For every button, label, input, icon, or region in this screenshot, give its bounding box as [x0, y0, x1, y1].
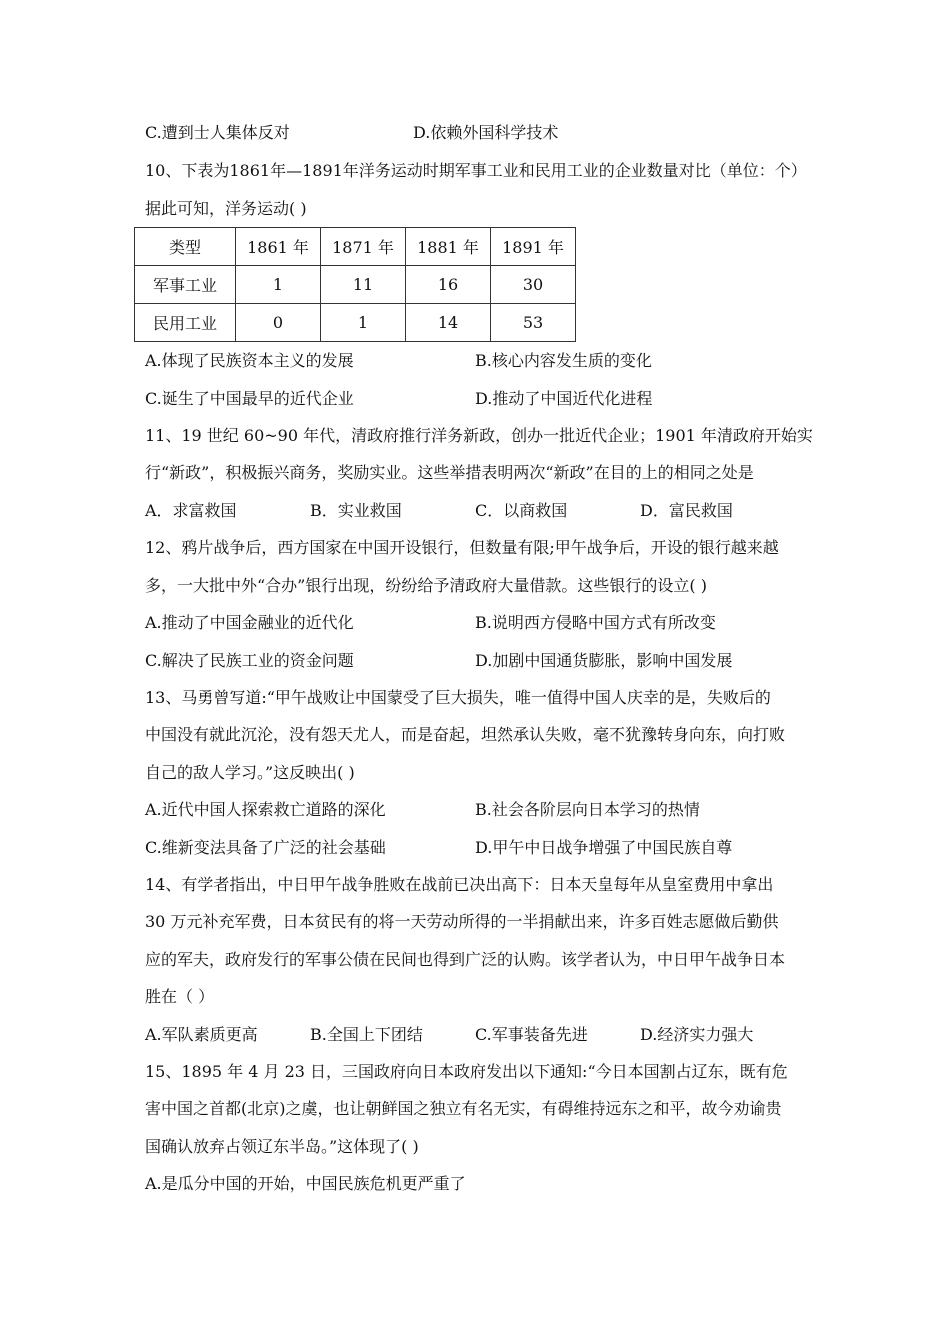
table-cell: 16: [406, 266, 491, 304]
q11-option-a: A．求富救国: [145, 501, 237, 520]
q13-stem-line-2: 中国没有就此沉沦，没有怨天尤人，而是奋起，坦然承认失败，毫不犹豫转身向东，向打败: [145, 725, 786, 744]
q15-stem-line-3: 国确认放弃占领辽东半岛。”这体现了( ): [145, 1137, 419, 1156]
q12-option-d: D.加剧中国通货膨胀，影响中国发展: [475, 651, 733, 670]
table-cell: 53: [491, 304, 576, 342]
q15-stem-line-2: 害中国之首都(北京)之虞，也让朝鲜国之独立有名无实，有碍维持远东之和平，故今劝谕贵: [145, 1099, 782, 1118]
table-header-cell: 1891 年: [491, 228, 576, 266]
q10-data-table: [134, 227, 576, 342]
q14-stem-line-1: 14、有学者指出，中日甲午战争胜败在战前已决出高下：日本天皇每年从皇室费用中拿出: [145, 875, 774, 894]
table-cell: 1: [236, 266, 321, 304]
q13-option-b: B.社会各阶层向日本学习的热情: [475, 800, 700, 819]
q12-option-b: B.说明西方侵略中国方式有所改变: [475, 613, 716, 632]
q10-option-a: A.体现了民族资本主义的发展: [145, 351, 354, 370]
q13-stem-line-3: 自己的敌人学习。”这反映出( ): [145, 763, 355, 782]
table-cell: 民用工业: [135, 304, 236, 342]
q10-option-c: C.诞生了中国最早的近代企业: [145, 389, 354, 408]
q13-option-c: C.维新变法具备了广泛的社会基础: [145, 838, 386, 857]
q14-option-c: C.军事装备先进: [475, 1025, 588, 1044]
table-header-cell: 1861 年: [236, 228, 321, 266]
q9-option-d: D.依赖外国科学技术: [413, 123, 559, 142]
table-cell: 30: [491, 266, 576, 304]
q11-option-c: C．以商救国: [475, 501, 568, 520]
table-cell: 军事工业: [135, 266, 236, 304]
table-row: [135, 266, 576, 304]
table-header-cell: 1881 年: [406, 228, 491, 266]
q14-option-d: D.经济实力强大: [640, 1025, 754, 1044]
q11-option-d: D．富民救国: [640, 501, 733, 520]
q11-stem-line-1: 11、19 世纪 60~90 年代，清政府推行洋务新政，创办一批近代企业；1901 年清政府开始实: [145, 426, 813, 445]
q10-option-b: B.核心内容发生质的变化: [475, 351, 652, 370]
table-cell: 14: [406, 304, 491, 342]
q9-option-c: C.遭到士人集体反对: [145, 123, 290, 142]
q14-stem-line-4: 胜在（ ）: [145, 987, 215, 1006]
q13-option-a: A.近代中国人探索救亡道路的深化: [145, 800, 386, 819]
q14-option-a: A.军队素质更高: [145, 1025, 258, 1044]
table-header-cell: 类型: [135, 228, 236, 266]
q12-stem-line-2: 多，一大批中外“合办”银行出现，纷纷给予清政府大量借款。这些银行的设立( ): [145, 576, 707, 595]
table-header-row: [135, 228, 576, 266]
q13-option-d: D.甲午中日战争增强了中国民族自尊: [475, 838, 733, 857]
q10-stem-line-2: 据此可知，洋务运动( ): [145, 199, 307, 218]
table-cell: 0: [236, 304, 321, 342]
q14-option-b: B.全国上下团结: [310, 1025, 423, 1044]
table-row: [135, 304, 576, 342]
q12-option-c: C.解决了民族工业的资金问题: [145, 651, 354, 670]
q11-stem-line-2: 行“新政”，积极振兴商务，奖励实业。这些举措表明两次“新政”在目的上的相同之处是: [145, 463, 754, 482]
q13-stem-line-1: 13、马勇曾写道:“甲午战败让中国蒙受了巨大损失，唯一值得中国人庆幸的是，失败后的: [145, 688, 771, 707]
q12-option-a: A.推动了中国金融业的近代化: [145, 613, 354, 632]
q10-stem-line-1: 10、下表为1861年—1891年洋务运动时期军事工业和民用工业的企业数量对比（单位：个）: [145, 161, 807, 180]
q12-stem-line-1: 12、鸦片战争后，西方国家在中国开设银行，但数量有限;甲午战争后，开设的银行越来越: [145, 538, 779, 557]
q11-option-b: B．实业救国: [310, 501, 402, 520]
q15-option-a: A.是瓜分中国的开始，中国民族危机更严重了: [145, 1174, 466, 1193]
table-cell: 1: [321, 304, 406, 342]
q15-stem-line-1: 15、1895 年 4 月 23 日，三国政府向日本政府发出以下通知:“今日本国割占辽东，既有危: [145, 1062, 788, 1081]
q14-stem-line-2: 30 万元补充军费，日本贫民有的将一天劳动所得的一半捐献出来，许多百姓志愿做后勤供: [145, 912, 779, 931]
q10-option-d: D.推动了中国近代化进程: [475, 389, 653, 408]
q14-stem-line-3: 应的军夫，政府发行的军事公债在民间也得到广泛的认购。该学者认为，中日甲午战争日本: [145, 950, 786, 969]
table-cell: 11: [321, 266, 406, 304]
table-header-cell: 1871 年: [321, 228, 406, 266]
